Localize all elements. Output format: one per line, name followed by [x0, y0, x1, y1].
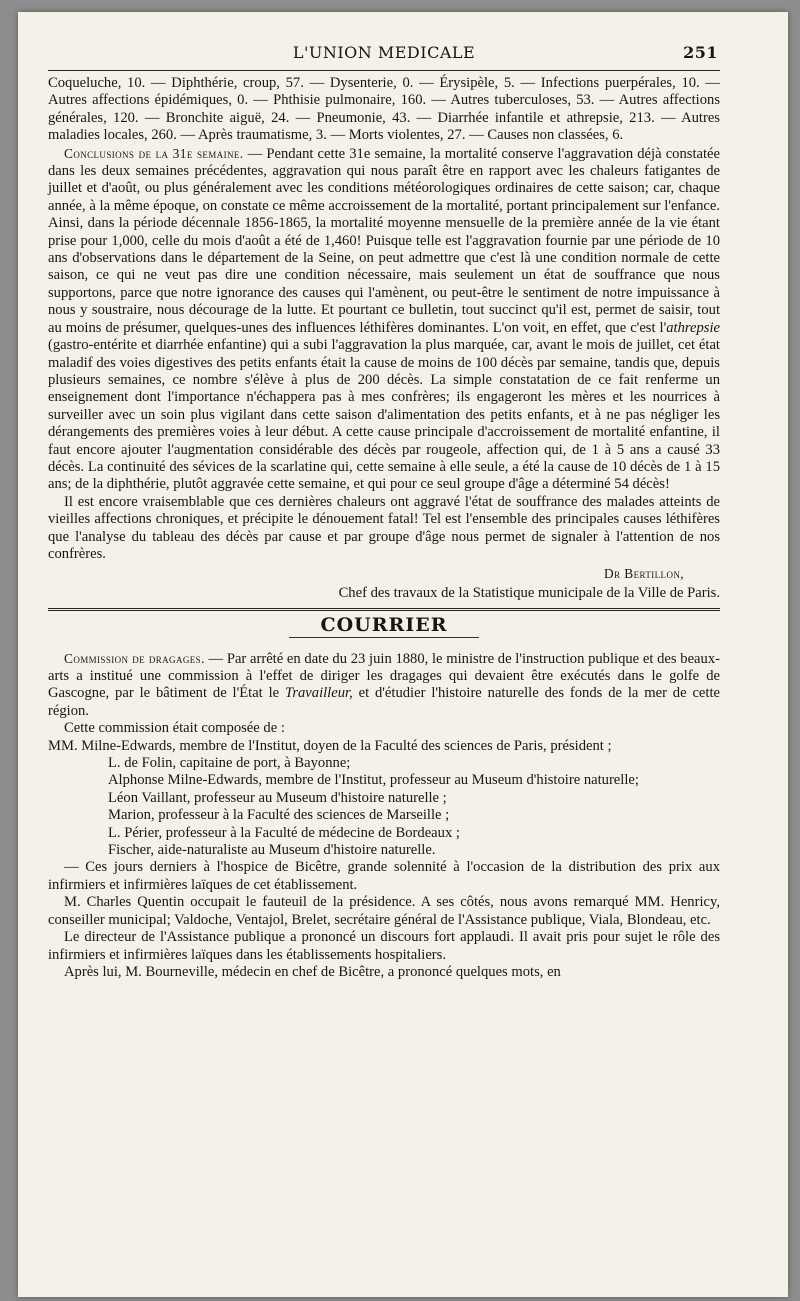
page-content [48, 42, 720, 981]
conclusions-paragraph [48, 145, 720, 494]
bicetre-paragraph: — Ces jours derniers à l'hospice de Bicêtre, grande solennité à l'occasion de la distribution des prix aux infirmiers et infirmières laïques de cet établissement. [48, 859, 720, 893]
member-item: Alphonse Milne-Edwards, membre de l'Institut, professeur au Museum d'histoire naturelle; [108, 772, 639, 789]
travailleur-ship-name: Travailleur, [285, 685, 353, 702]
journal-page [18, 12, 788, 1297]
athrepsie-term: athrepsie [666, 319, 720, 336]
dragages-text-a: — Par arrêté en date du 23 juin 1880, le ministre de l'instruction publique et des beaux-arts a institué une commission à l'effet de diriger les dragages qui devaient être exécutés dans le golfe de Gascogne, par le bâtiment de l'État le [48, 650, 720, 702]
journal-title: L'UNION MEDICALE [292, 43, 476, 62]
member-item: L. de Folin, capitaine de port, à Bayonne; [108, 755, 351, 772]
conclusions-text-a: — Pendant cette 31e semaine, la mortalité conserve l'aggravation déjà constatée dans les deux semaines précédentes, aggravation qui nous paraît être en rapport avec les chaleurs fatigantes de juillet et d'août, ou plus généralement avec les conditions météorologiques ordinaires de cette saison; car, chaque année, à la même époque, on constate ce même accroissement de la mortalité, portant principalement sur l'enfance. Ainsi, dans la période décennale 1856-1865, la mortalité moyenne mensuelle de la première année de la vie étant prise pour 1,000, celle du mois d'août a été de 1,460! Puisque telle est l'aggravation fournie par une période de 10 ans d'observations dans le département de la Seine, on peut admettre que c'est là une condition normale de cette saison, ce qui ne veut pas dire une condition nécessaire, mais seulement un état de souffrance que nous supportons, parce que notre ignorance des causes qui l'amènent, ou peut-être le sentiment de notre impuissance à nous y soustraire, nous décourage de la lutte. Et pourtant ce bulletin, tout succinct qu'il est, permet de saisir, tout au moins de présumer, quelques-unes des influences léthifères dominantes. L'on voit, en effet, que c'est l' [48, 145, 721, 336]
conclusions-paragraph-2: Il est encore vraisemblable que ces dernières chaleurs ont aggravé l'état de souffrance des malades atteints de vieilles affections chroniques, et précipite le dénouement fatal! Tel est l'ensemble des principales causes léthifères que l'analyse du tableau des décès par cause et par groupe d'âge nous permet de signaler à l'attention de nos confrères. [48, 493, 720, 562]
page-number: 251 [683, 43, 718, 62]
dragages-text-b: et d'étudier l'histoire naturelle des fonds de la mer de cette région. [48, 685, 720, 719]
conclusions-text-b: (gastro-entérite et diarrhée enfantine) qui a subi l'aggravation la plus marquée, car, avant le mois de juillet, cet état maladif des voies digestives des petits enfants était la cause de moins de 100 décès par semaine, tandis que, depuis plusieurs semaines, ce nombre s'élève à plus de 200 décès. La simple constatation de ce fait renferme un enseignement dont l'importance n'échappera pas à mes confrères; ils engageront les mères et les nourrices à surveiller avec un soin plus vigilant dans cette saison d'alimentation des petits enfants, et à ne pas négliger les dérangements des premières voies à leur début. A cette cause principale d'accroissement de mortalité enfantine, il faut encore ajouter l'augmentation considérable des décès par rougeole, affection qui, de 1 à 5 ans a causé 33 décès. La continuité des sévices de la scarlatine qui, cette semaine à elle seule, a été la cause de 10 décès de 1 à 15 ans; de la diphthérie, plutôt aggravée cette semaine, et qui pour ce seul groupe d'âge a déterminé 54 décès! [48, 337, 720, 493]
conclusions-heading: Conclusions de la 31e semaine. [64, 145, 244, 161]
courrier-underline [289, 637, 479, 638]
commission-members-list [48, 738, 720, 860]
courrier-title: COURRIER [320, 614, 448, 637]
author-signature: Dr Bertillon, [604, 566, 684, 582]
dragages-heading: Commission de dragages. [64, 650, 205, 666]
header-rule [48, 70, 720, 71]
member-item: Léon Vaillant, professeur au Museum d'histoire naturelle ; [108, 789, 447, 806]
member-item: Fischer, aide-naturaliste au Museum d'histoire naturelle. [108, 842, 436, 859]
member-item: Marion, professeur à la Faculté des sciences de Marseille ; [108, 807, 450, 824]
commission-intro: Cette commission était composée de : [64, 720, 285, 737]
member-item: MM. Milne-Edwards, membre de l'Institut, doyen de la Faculté des sciences de Paris, président ; [48, 737, 612, 754]
running-head [48, 42, 720, 68]
section-divider [48, 608, 720, 611]
director-speech-paragraph: Le directeur de l'Assistance publique a prononcé un discours fort applaudi. Il avait pris pour sujet le rôle des infirmiers et infirmières laïques dans les établissements hospitaliers. [48, 929, 720, 963]
presidency-paragraph: M. Charles Quentin occupait le fauteuil de la présidence. A ses côtés, nous avons remarqué MM. Henricy, conseiller municipal; Valdoche, Ventajol, Brelet, secrétaire général de l'Assistance publique, Viala, Blondeau, etc. [48, 894, 720, 928]
member-item: L. Périer, professeur à la Faculté de médecine de Bordeaux ; [108, 824, 460, 841]
author-role: Chef des travaux de la Statistique municipale de la Ville de Paris. [338, 584, 720, 601]
mortality-causes-paragraph: Coqueluche, 10. — Diphthérie, croup, 57. — Dysenterie, 0. — Érysipèle, 5. — Infections puerpérales, 10. — Autres affections épidémiques, 0. — Phthisie pulmonaire, 160. — Autres tuberculoses, 53. — Autres affections générales, 120. — Bronchite aiguë, 24. — Pneumonie, 43. — Diarrhée infantile et athrepsie, 213. — Autres maladies locales, 260. — Après traumatisme, 3. — Morts violentes, 27. — Causes non classées, 6. [48, 75, 720, 144]
bourneville-paragraph: Après lui, M. Bourneville, médecin en chef de Bicêtre, a prononcé quelques mots, en [64, 963, 561, 980]
dragages-paragraph [48, 650, 720, 721]
